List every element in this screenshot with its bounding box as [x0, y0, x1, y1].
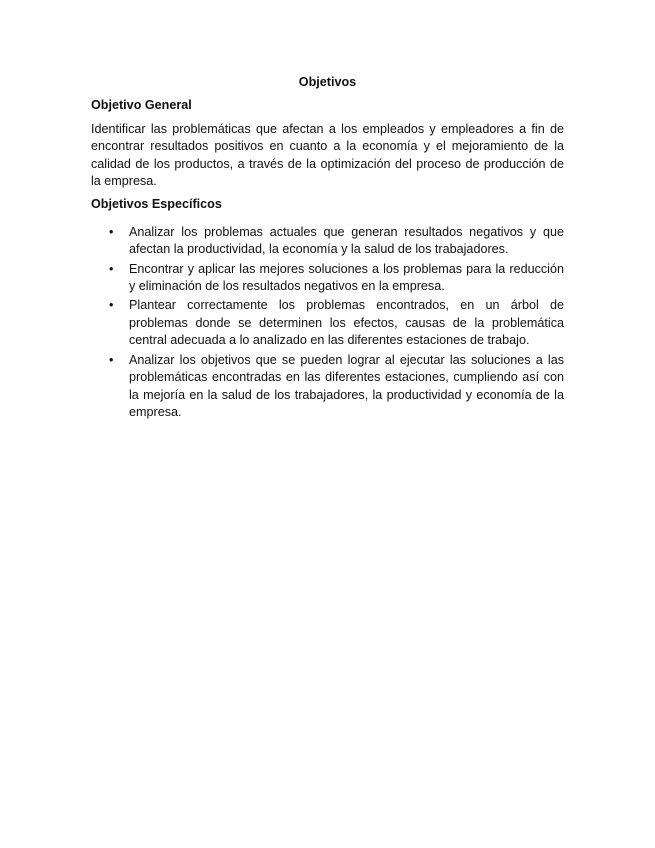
list-item — [91, 224, 564, 259]
specific-objectives-heading: Objetivos Específicos — [91, 197, 222, 212]
bullet-icon: • — [109, 224, 114, 239]
list-item — [91, 261, 564, 296]
specific-objectives-list — [91, 224, 564, 421]
list-item — [91, 297, 564, 349]
list-item-text: Encontrar y aplicar las mejores soluciones a los problemas para la reducción y eliminación de los resultados negativos en la empresa. — [129, 261, 564, 294]
bullet-icon: • — [109, 352, 114, 367]
document-title: Objetivos — [298, 75, 357, 89]
list-item — [91, 352, 564, 422]
document-page — [91, 74, 564, 423]
list-item-text: Analizar los objetivos que se pueden lograr al ejecutar las soluciones a las problemáticas encontradas en las diferentes estaciones, cumpliendo así con la mejoría en la salud de los trabajadores, la productividad y economía de la empresa. — [129, 352, 564, 419]
general-objective-text: Identificar las problemáticas que afectan a los empleados y empleadores a fin de encontrar resultados positivos en cuanto a la economía y el mejoramiento de la calidad de los productos, a través de la optimización del proceso de producción de la empresa. — [91, 121, 564, 189]
list-item-text: Analizar los problemas actuales que generan resultados negativos y que afectan la productividad, la economía y la salud de los trabajadores. — [129, 224, 564, 257]
list-item-text: Plantear correctamente los problemas encontrados, en un árbol de problemas donde se determinen los efectos, causas de la problemática central adecuada a lo analizado en las diferentes estaciones de trabajo. — [129, 298, 564, 348]
general-objective-heading: Objetivo General — [91, 98, 192, 113]
bullet-icon: • — [109, 261, 114, 276]
bullet-icon: • — [109, 298, 114, 313]
